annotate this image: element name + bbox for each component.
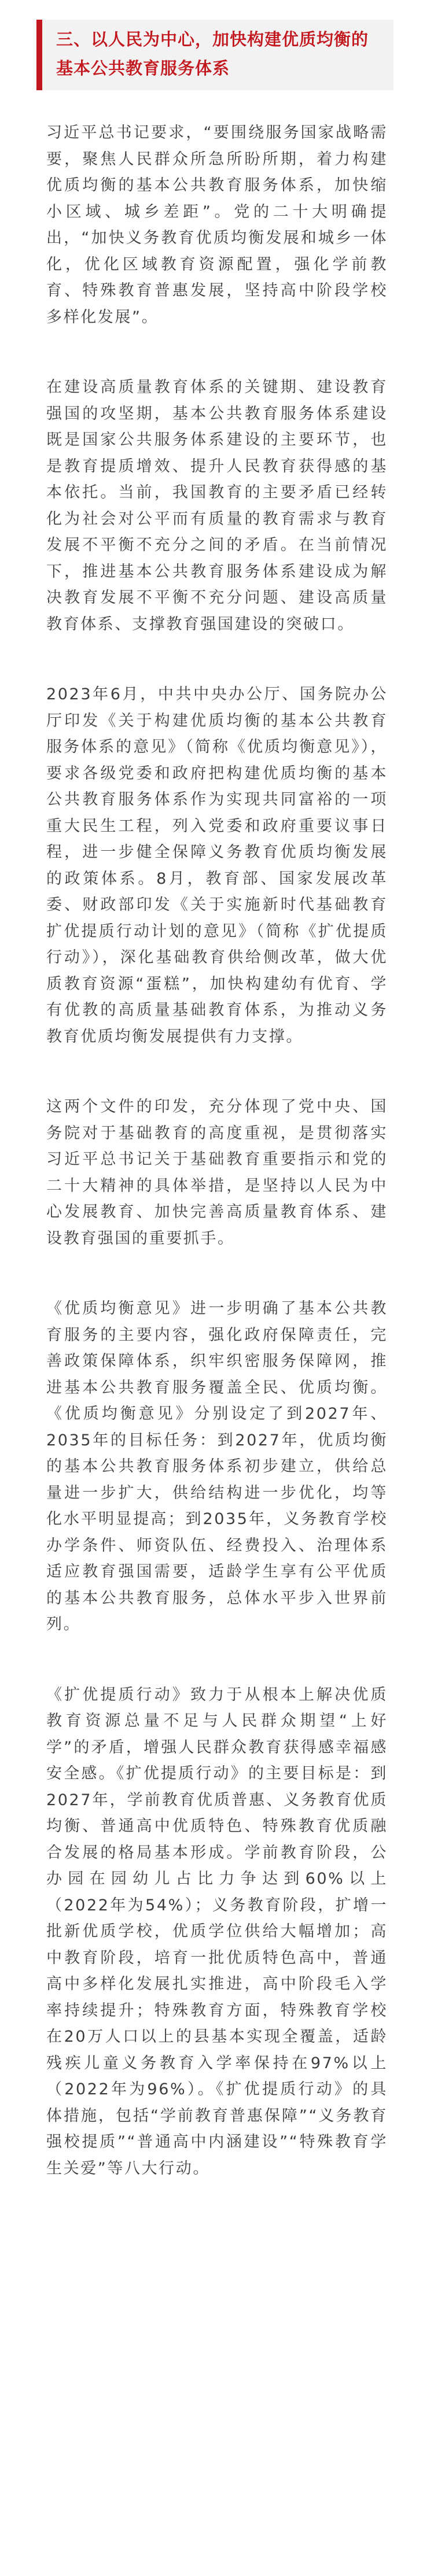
paragraph-2: 在建设高质量教育体系的关键期、建设教育强国的攻坚期，基本公共教育服务体系建设既是国家公共服务体系建设的主要环节，也是教育提质增效、提升人民教育获得感的基本依托。当前，我国教育的主要矛盾已经转化为社会对公平而有质量的教育需求与教育发展不平衡不充分之间的矛盾。在当前情况下，推进基本公共教育服务体系建设成为解决教育发展不平衡不充分问题、建设高质量教育体系、支撑教育强国建设的突破口。 <box>46 378 388 633</box>
paragraph-4: 这两个文件的印发，充分体现了党中央、国务院对于基础教育的高度重视，是贯彻落实习近平总书记关于基础教育重要指示和党的二十大精神的具体举措，是坚持以人民为中心发展教育、加快完善高质量教育体系、建设教育强国的重要抓手。 <box>46 1098 388 1248</box>
section-heading <box>36 20 393 90</box>
paragraph-6: 《扩优提质行动》致力于从根本上解决优质教育资源总量不足与人民群众期望“上好学”的矛盾，增强人民群众教育获得感幸福感安全感。《扩优提质行动》的主要目标是：到2027年，学前教育优质普惠、义务教育优质均衡、普通高中优质特色、特殊教育优质融合发展的格局基本形成。学前教育阶段，公办园在园幼儿占比力争达到60%以上（2022年为54%）；义务教育阶段，扩增一批新优质学校，优质学位供给大幅增加；高中教育阶段，培育一批优质特色高中，普通高中多样化发展扎实推进，高中阶段毛入学率持续提升；特殊教育方面，特殊教育学校在20万人口以上的县基本实现全覆盖，适龄残疾儿童义务教育入学率保持在97%以上（2022年为96%）。《扩优提质行动》的具体措施，包括“学前教育普惠保障”“义务教育强校提质”“普通高中内涵建设”“特殊教育学生关爱”等八大行动。 <box>46 1685 388 2178</box>
paragraph-5: 《优质均衡意见》进一步明确了基本公共教育服务的主要内容，强化政府保障责任，完善政策保障体系，织牢织密服务保障网，推进基本公共教育服务覆盖全民、优质均衡。《优质均衡意见》分别设定了到2027年、2035年的目标任务：到2027年，优质均衡的基本公共教育服务体系初步建立，供给总量进一步扩大，供给结构进一步优化，均等化水平明显提高；到2035年，义务教育学校办学条件、师资队伍、经费投入、治理体系适应教育强国需要，适龄学生享有公平优质的基本公共教育服务，总体水平步入世界前列。 <box>46 1300 388 1633</box>
paragraph-3: 2023年6月，中共中央办公厅、国务院办公厅印发《关于构建优质均衡的基本公共教育服务体系的意见》（简称《优质均衡意见》），要求各级党委和政府把构建优质均衡的基本公共教育服务体系作为实现共同富裕的一项重大民生工程，列入党委和政府重要议事日程，进一步健全保障义务教育优质均衡发展的政策体系。8月，教育部、国家发展改革委、财政部印发《关于实施新时代基础教育扩优提质行动计划的意见》（简称《扩优提质行动》），深化基础教育供给侧改革，做大优质教育资源“蛋糕”，加快构建幼有优育、学有优教的高质量基础教育体系，为推动义务教育优质均衡发展提供有力支撑。 <box>46 685 388 1046</box>
section-heading-text: 三、以人民为中心，加快构建优质均衡的基本公共教育服务体系 <box>56 29 369 78</box>
paragraph-1: 习近平总书记要求，“要围绕服务国家战略需要，聚焦人民群众所急所盼所期，着力构建优质均衡的基本公共教育服务体系，加快缩小区域、城乡差距”。党的二十大明确提出，“加快义务教育优质均衡发展和城乡一体化，优化区域教育资源配置，强化学前教育、特殊教育普惠发展，坚持高中阶段学校多样化发展”。 <box>46 124 388 326</box>
